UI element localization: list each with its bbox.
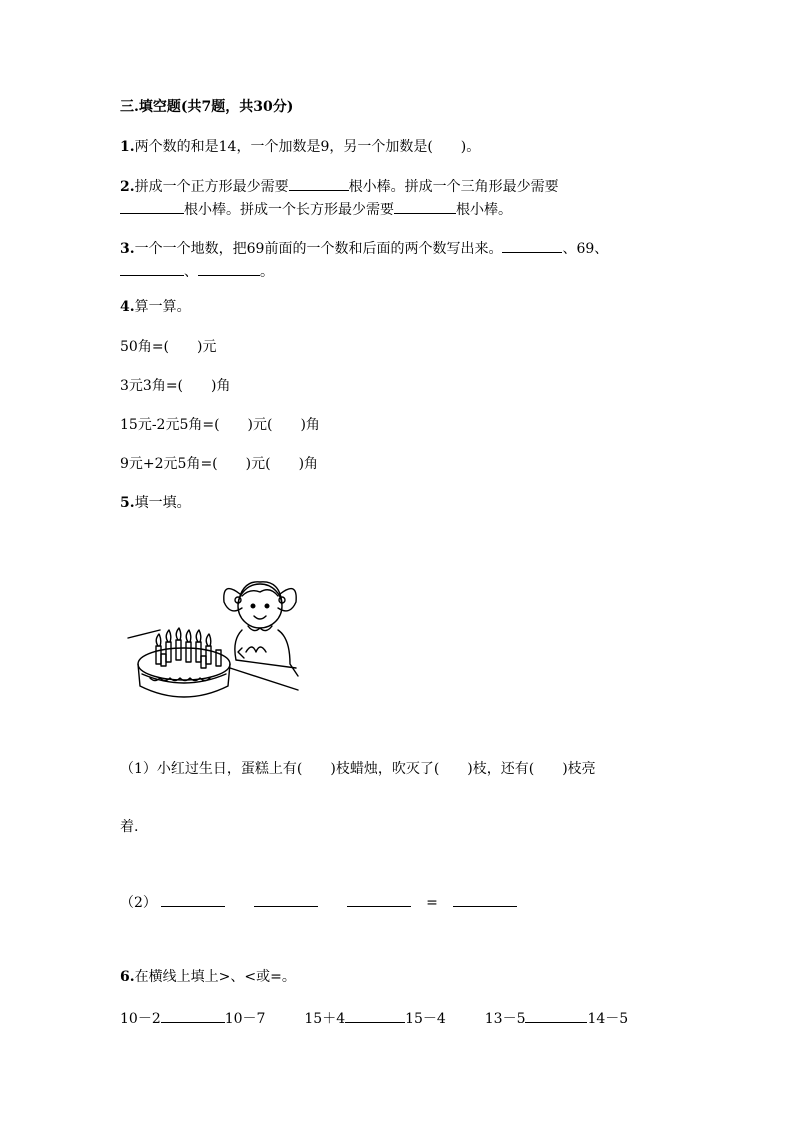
question-6-items	[120, 1008, 628, 1028]
question-text: 在横线上填上>、<或=。	[134, 969, 296, 985]
answer-blank[interactable]	[394, 199, 456, 214]
section-title: 三.填空题(共7题，共30分)	[120, 99, 294, 115]
question-text: 、69、	[562, 241, 609, 257]
question-number: 2.	[120, 179, 135, 195]
answer-blank[interactable]	[161, 892, 225, 907]
answer-blank[interactable]	[525, 1008, 587, 1023]
question-number: 6.	[120, 969, 135, 985]
answer-blank[interactable]	[453, 892, 517, 907]
question-number: 4.	[120, 299, 135, 315]
question-4-item: 50角=( )元	[120, 339, 217, 355]
answer-blank[interactable]	[120, 261, 184, 276]
answer-blank[interactable]	[254, 892, 318, 907]
comparison-right: 10－7	[224, 1011, 266, 1027]
question-3-line-2	[120, 261, 274, 281]
question-4-item: 3元3角=( )角	[120, 378, 231, 394]
question-4-item: 9元+2元5角=( )元( )角	[120, 456, 319, 472]
answer-blank[interactable]	[120, 199, 184, 214]
comparison-right: 15－4	[405, 1011, 446, 1027]
question-1	[120, 138, 480, 156]
comparison-left: 15＋4	[304, 1011, 346, 1027]
question-2-line-1	[120, 176, 559, 196]
question-text: 一个一个地数，把69前面的一个数和后面的两个数写出来。	[134, 241, 503, 257]
birthday-cake-illustration	[120, 568, 320, 718]
question-4-item: 15元-2元5角=( )元( )角	[120, 417, 320, 433]
question-6-title	[120, 968, 296, 986]
question-5-part-1-line-1: （1）小红过生日，蛋糕上有( )枝蜡烛，吹灭了( )枝，还有( )枝亮	[120, 761, 596, 777]
question-text: 根小棒。拼成一个三角形最少需要	[348, 179, 559, 195]
question-5-part-2	[120, 892, 517, 912]
answer-blank[interactable]	[289, 176, 349, 191]
part-label: （2）	[120, 895, 157, 911]
answer-blank[interactable]	[345, 1008, 405, 1023]
question-2-line-2	[120, 199, 512, 219]
question-text: 算一算。	[134, 299, 191, 315]
comparison-left: 13－5	[484, 1011, 526, 1027]
question-number: 3.	[120, 241, 135, 257]
question-number: 1.	[120, 139, 135, 155]
equals-sign: =	[426, 895, 438, 911]
comparison-right: 14－5	[587, 1011, 629, 1027]
question-text: 根小棒。拼成一个长方形最少需要	[184, 202, 394, 218]
comparison-left: 10－2	[120, 1011, 161, 1027]
answer-blank[interactable]	[347, 892, 411, 907]
answer-blank[interactable]	[161, 1008, 225, 1023]
question-text: 。	[260, 264, 274, 280]
question-number: 5.	[120, 495, 135, 511]
question-text: 拼成一个正方形最少需要	[134, 179, 289, 195]
answer-blank[interactable]	[502, 238, 562, 253]
question-5-part-1-line-2: 着.	[120, 819, 139, 835]
question-3-line-1	[120, 238, 608, 258]
question-text: 填一填。	[134, 495, 191, 511]
question-text: 、	[184, 264, 198, 280]
question-text: 两个数的和是14，一个加数是9，另一个加数是( )。	[134, 139, 481, 155]
answer-blank[interactable]	[198, 261, 260, 276]
question-5-title	[120, 494, 191, 512]
question-4-title	[120, 298, 191, 316]
question-text: 根小棒。	[456, 202, 512, 218]
